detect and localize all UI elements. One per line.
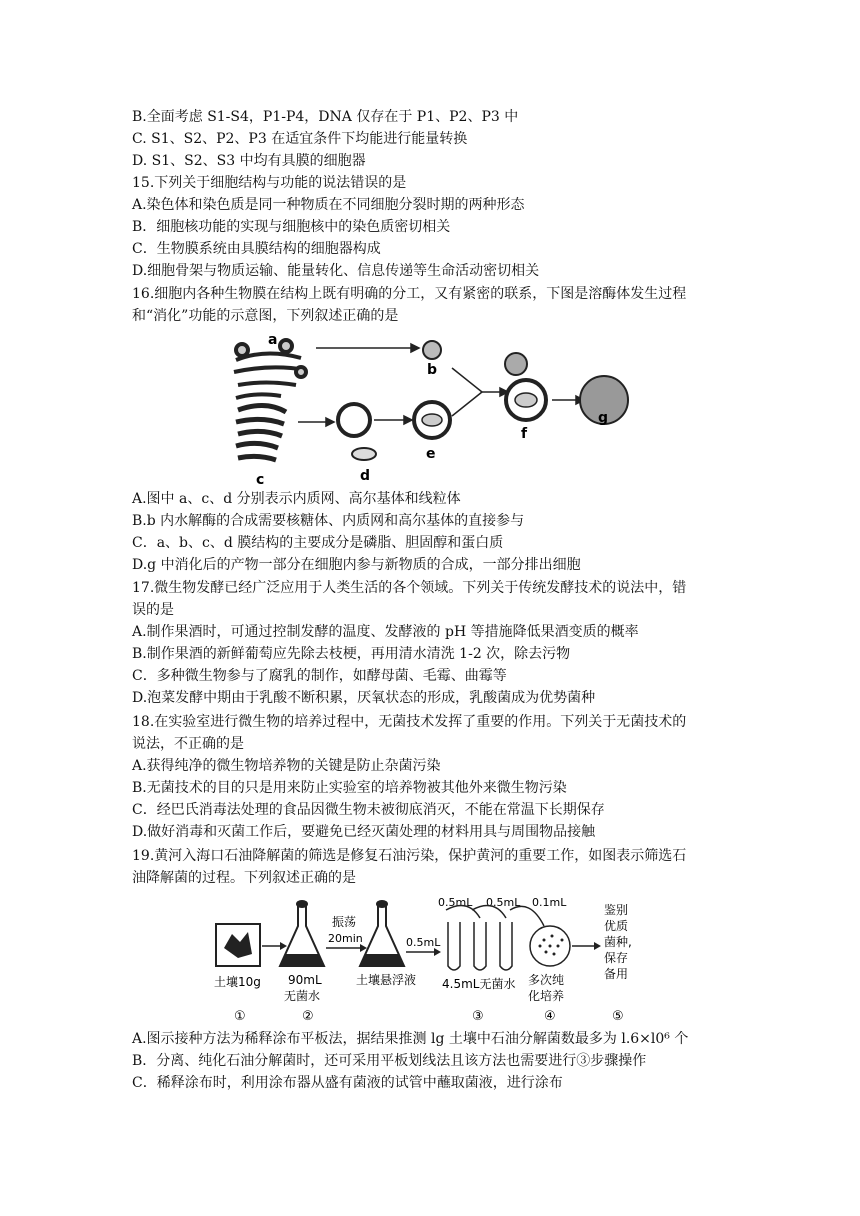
culture-label-2: 化培养	[528, 989, 565, 1003]
soil-label: 土壤10g	[214, 975, 261, 989]
step-3: ③	[472, 1009, 484, 1024]
label-d: d	[360, 468, 371, 484]
top-volume-1: 0.5mL	[438, 896, 473, 909]
flask2-label: 土壤悬浮液	[356, 973, 417, 987]
mitochondrion-d	[352, 448, 376, 460]
q14-option-d: D. S1、S2、S3 中均有具膜的细胞器	[132, 153, 366, 169]
q17-stem-line2: 误的是	[132, 602, 174, 618]
q19-stem-line1: 19.黄河入海口石油降解菌的筛选是修复石油污染，保护黄河的重要工作，如图表示筛选石	[132, 848, 687, 864]
q18-stem-line2: 说法，不正确的是	[132, 736, 244, 752]
q17-stem-line1: 17.微生物发酵已经广泛应用于人类生活的各个领域。下列关于传统发酵技术的说法中，错	[132, 580, 687, 596]
q16-option-b: B.b 内水解酶的合成需要核糖体、内质网和高尔基体的直接参与	[132, 513, 525, 529]
label-c: c	[256, 472, 265, 488]
culture-label-1: 多次纯	[528, 973, 565, 987]
q16-option-c: C．a、b、c、d 膜结构的主要成分是磷脂、胆固醇和蛋白质	[132, 535, 504, 551]
q15-option-b: B．细胞核功能的实现与细胞核中的染色质密切相关	[132, 219, 451, 235]
lysosome-f	[505, 353, 527, 375]
q15-option-a: A.染色体和染色质是同一种物质在不同细胞分裂时期的两种形态	[132, 197, 525, 213]
step-5: ⑤	[612, 1009, 624, 1024]
lysosome-figure	[226, 330, 646, 490]
step-4: ④	[544, 1009, 556, 1024]
label-b: b	[427, 362, 438, 378]
tube-water: 4.5mL无菌水	[442, 977, 516, 991]
label-e: e	[426, 446, 436, 462]
transfer-volume: 0.5mL	[406, 936, 441, 949]
label-a: a	[268, 332, 278, 348]
q16-stem-line2: 和“消化”功能的示意图，下列叙述正确的是	[132, 308, 399, 324]
q14-option-b: B.全面考虑 S1-S4，P1-P4，DNA 仅存在于 P1、P2、P3 中	[132, 109, 519, 125]
step-2: ②	[302, 1009, 314, 1024]
q18-option-c: C．经巴氏消毒法处理的食品因微生物未被彻底消灭，不能在常温下长期保存	[132, 802, 605, 818]
q19-option-a: A.图示接种方法为稀释涂布平板法，据结果推测 lg 土壤中石油分解菌数最多为 l.6×l0⁶ 个	[132, 1031, 689, 1047]
q16-option-d: D.g 中消化后的产物一部分在细胞内参与新物质的合成，一部分排出细胞	[132, 557, 581, 573]
q18-option-a: A.获得纯净的微生物培养物的关键是防止杂菌污染	[132, 758, 441, 774]
dilution-tubes	[446, 906, 544, 971]
step-1: ①	[234, 1009, 246, 1024]
top-volume-3: 0.1mL	[532, 896, 567, 909]
q19-option-c: C．稀释涂布时，利用涂布器从盛有菌液的试管中蘸取菌液，进行涂布	[132, 1075, 563, 1091]
q14-option-c: C. S1、S2、P2、P3 在适宜条件下均能进行能量转换	[132, 131, 468, 147]
q18-option-b: B.无菌技术的目的只是用来防止实验室的培养物被其他外来微生物污染	[132, 780, 567, 796]
result-1: 鉴别	[604, 903, 629, 917]
result-2: 优质	[604, 919, 629, 933]
q17-option-b: B.制作果酒的新鲜葡萄应先除去枝梗，再用清水清洗 1-2 次，除去污物	[132, 646, 571, 662]
q16-option-a: A.图中 a、c、d 分别表示内质网、高尔基体和线粒体	[132, 491, 461, 507]
q15-option-c: C．生物膜系统由具膜结构的细胞器构成	[132, 241, 381, 257]
flask1-water: 无菌水	[284, 989, 321, 1003]
shake-time: 20min	[328, 932, 363, 945]
result-4: 保存	[604, 951, 629, 965]
q17-option-c: C．多种微生物参与了腐乳的制作，如酵母菌、毛霉、曲霉等	[132, 668, 507, 684]
q16-stem-line1: 16.细胞内各种生物膜在结构上既有明确的分工，又有紧密的联系，下图是溶酶体发生过程	[132, 286, 687, 302]
shake-label: 振荡	[332, 915, 357, 929]
result-5: 备用	[604, 967, 629, 981]
flask1-volume: 90mL	[288, 973, 322, 987]
screening-figure	[210, 896, 650, 1026]
q15-option-d: D.细胞骨架与物质运输、能量转化、信息传递等生命活动密切相关	[132, 263, 540, 279]
result-3: 菌种,	[604, 935, 632, 949]
label-f: f	[521, 426, 528, 442]
q17-option-d: D.泡菜发酵中期由于乳酸不断积累，厌氧状态的形成，乳酸菌成为优势菌种	[132, 690, 596, 706]
q19-stem-line2: 油降解菌的过程。下列叙述正确的是	[132, 870, 356, 886]
q19-option-b: B．分离、纯化石油分解菌时，还可采用平板划线法且该方法也需要进行③步骤操作	[132, 1053, 647, 1069]
q17-option-a: A.制作果酒时，可通过控制发酵的温度、发酵液的 pH 等措施降低果酒变质的概率	[132, 624, 639, 640]
golgi-structure	[236, 405, 286, 460]
top-volume-2: 0.5mL	[486, 896, 521, 909]
q15-stem: 15.下列关于细胞结构与功能的说法错误的是	[132, 175, 407, 191]
er-structure	[234, 340, 306, 398]
label-g: g	[598, 410, 609, 426]
vesicle-b	[423, 341, 441, 359]
q18-stem-line1: 18.在实验室进行微生物的培养过程中，无菌技术发挥了重要的作用。下列关于无菌技术的	[132, 714, 687, 730]
vesicle-d	[338, 404, 370, 436]
soil-icon	[224, 932, 252, 958]
q18-option-d: D.做好消毒和灭菌工作后，要避免已经灭菌处理的材料用具与周围物品接触	[132, 824, 596, 840]
